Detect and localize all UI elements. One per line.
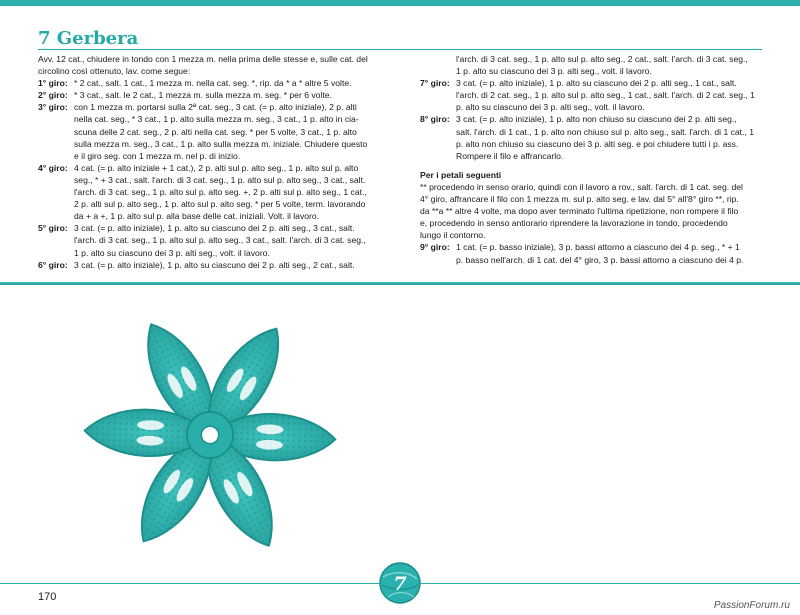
round-text: 4 cat. (= p. alto iniziale + 1 cat.), 2 p. alti sul p. alto seg., 1 p. alto sul p. alto <box>74 162 359 173</box>
watermark: PassionForum.ru <box>713 600 790 611</box>
round-label: 1° giro: <box>38 78 68 89</box>
round-text: nella cat. seg., * 3 cat., 1 p. alto sulla mezza m. seg., 3 cat., 1 p. alto in cia- <box>74 114 359 125</box>
round-8 <box>420 113 765 125</box>
section-line: 4° giro, affrancare il filo con 1 mezza m. sul p. alto seg. e lav. dal 5° all'8° giro **, rip. <box>420 194 739 205</box>
round-text: p. alto su ciascuno dei 3 p. alti seg., volt. il lavoro. <box>456 102 645 113</box>
round-text: l'arch. di 2 cat. seg., 1 p. alto sul p. alto seg., 1 cat., salt. l'arch. di 2 cat. seg., 1 <box>456 90 755 101</box>
section-line: ** procedendo in senso orario, quindi con il lavoro a rov., salt. l'arch. di 1 cat. seg. del <box>420 181 743 192</box>
round-text: 3 cat. (= p. alto iniziale), 1 p. alto su ciascuno dei 2 p. alti seg., 3 cat., salt. <box>74 223 355 234</box>
round-7 <box>420 77 765 89</box>
round-text: 3 cat. (= p. alto iniziale), 1 p. alto su ciascuno dei 2 p. alti seg., 2 cat., salt. <box>74 259 355 270</box>
yarn-divider <box>0 282 800 285</box>
round-text: p. alto non chiuso su ciascuno dei 3 p. alti seg. e poi chiudere tutti i p. ass. <box>456 138 739 149</box>
round-text: p. basso nell'arch. di 1 cat. del 4° giro, 3 p. bassi attorno a ciascuno dei 4 p. <box>456 254 744 265</box>
yarn-ball-badge <box>378 561 422 605</box>
round-text: l'arch. di 3 cat. seg., 1 p. alto sul p. alto seg. +, 2 p. alti sul p. alto seg., 1 cat., <box>74 187 367 198</box>
round-text: * 2 cat., salt. 1 cat., 1 mezza m. nella cat. seg. *, rip. da * a * altre 5 volte. <box>74 78 352 89</box>
round-label: 2° giro: <box>38 90 68 101</box>
section-line: e, procedendo in senso antiorario riprendere la lavorazione in tondo, procedendo <box>420 218 728 229</box>
instructions-right-column <box>420 53 765 266</box>
section-heading: Per i petali seguenti <box>420 169 502 180</box>
round-5 <box>38 222 383 234</box>
round-text: 3 cat. (= p. alto iniziale), 1 p. alto su ciascuno dei 2 p. alti seg., 1 cat., salt. <box>456 78 737 89</box>
pattern-title: 7 Gerbera <box>38 28 139 49</box>
instructions-left-column <box>38 53 383 271</box>
title-divider <box>38 49 762 50</box>
round-text: sulla mezza m. seg., 3 cat., 1 p. alto sulla mezza m. iniziale. Chiudere questo <box>74 138 368 149</box>
intro-paragraph: Avv. 12 cat., chiudere in tondo con 1 mezza m. nella prima delle stesse e, sulle cat. del circolino così ottenuto, lav. come segue: <box>38 54 368 77</box>
round-text: l'arch. di 3 cat. seg., 1 p. alto sul p. alto seg., 2 cat., salt. l'arch. di 3 cat. seg., <box>456 54 748 64</box>
round-6 <box>38 259 383 271</box>
round-2 <box>38 89 383 101</box>
round-label: 7° giro: <box>420 78 450 89</box>
round-text: l'arch. di 3 cat. seg., 1 p. alto sul p. alto seg., 3 cat., salt. l'arch. di 3 cat. seg., <box>74 235 366 246</box>
round-text: con 1 mezza m. portarsi sulla 2ª cat. seg., 3 cat. (= p. alto iniziale), 2 p. alti <box>74 102 357 113</box>
round-label: 4° giro: <box>38 162 68 173</box>
round-text: seg., * + 3 cat., salt. l'arch. di 3 cat. seg., 1 p. alto sul p. alto seg., 3 cat., salt. <box>74 174 366 185</box>
round-text: 1 p. alto su ciascuno dei 3 p. alti seg., volt. il lavoro. <box>456 66 652 77</box>
round-text: 1 cat. (= p. basso iniziale), 3 p. bassi attorno a ciascuno dei 4 p. seg., * + 1 <box>456 242 740 253</box>
round-label: 9° giro: <box>420 242 450 253</box>
round-text: scuna delle 2 cat. seg., 2 p. alti nella cat. seg. * per 5 volte, 3 cat., 1 p. alto <box>74 126 357 137</box>
round-text: 3 cat. (= p. alto iniziale), 1 p. alto non chiuso su ciascuno dei 2 p. alti seg., <box>456 114 737 125</box>
gerbera-flower-photo <box>60 300 360 570</box>
round-3 <box>38 101 383 113</box>
round-label: 3° giro: <box>38 102 68 113</box>
round-text: * 3 cat., salt. le 2 cat., 1 mezza m. sulla mezza m. seg. * per 6 volte. <box>74 90 332 101</box>
round-text: 1 p. alto su ciascuno dei 3 p. alti seg., volt. il lavoro. <box>74 247 270 258</box>
round-1 <box>38 77 383 89</box>
round-text: da + a +, 1 p. alto sul p. alla base delle cat. iniziali. Volt. il lavoro. <box>74 211 320 222</box>
page-number: 170 <box>38 591 57 603</box>
badge-number: 7 <box>393 573 407 595</box>
section-line: da **a ** altre 4 volte, ma dopo aver terminato l'ultima ripetizione, non rompere il filo <box>420 206 739 217</box>
round-label: 5° giro: <box>38 223 68 234</box>
yarn-ball-icon <box>378 561 422 605</box>
round-9 <box>420 241 765 253</box>
round-4 <box>38 162 383 174</box>
round-label: 6° giro: <box>38 259 68 270</box>
round-text: 2 p. alti sul p. alto seg., 1 p. alto sul p. alto seg. * per 5 volte, term. lavorando <box>74 199 366 210</box>
top-accent-bar <box>0 0 800 6</box>
round-text: e il giro seg. con 1 mezza m. nel p. di inizio. <box>74 150 241 161</box>
round-text: salt. l'arch. di 1 cat., 1 p. alto non chiuso sul p. alto seg., salt. l'arch. di 1 cat., 1 <box>456 126 755 137</box>
round-text: Rompere il filo e affrancarlo. <box>456 150 564 161</box>
flower-center-hole <box>201 426 218 443</box>
round-label: 8° giro: <box>420 114 450 125</box>
section-line: lungo il contorno. <box>420 230 486 241</box>
